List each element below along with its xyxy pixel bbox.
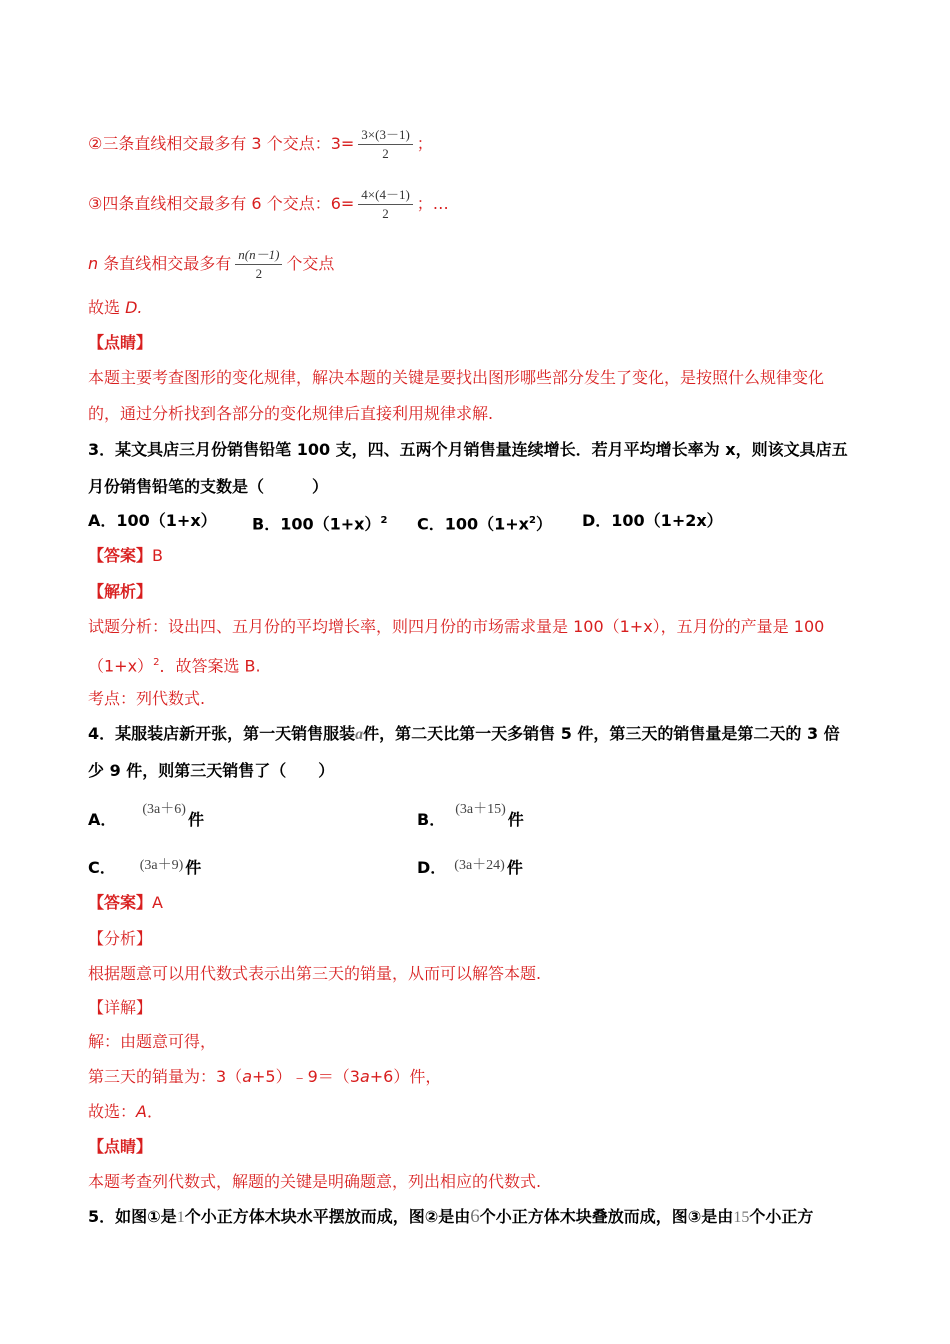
q4-jie: 解：由题意可得， [88, 1032, 217, 1051]
calc-text: +5）﹣9＝（3 [252, 1067, 360, 1086]
variable-a: a [355, 726, 364, 743]
stem-text: 个小正方体木块叠放而成，图③是由 [479, 1207, 734, 1226]
option-expression: (3a＋6) [142, 802, 186, 817]
fraction [235, 247, 282, 282]
intro-text: ②三条直线相交最多有 3 个交点：3= [88, 134, 355, 153]
stem-text: 件，第二天比第一天多销售 5 件，第三天的销售量是第二天的 3 倍 [363, 724, 840, 743]
q3-option-c [417, 511, 552, 534]
option-label: A． [88, 810, 117, 829]
fraction-denominator: 2 [255, 266, 263, 281]
answer-value: B [152, 546, 163, 565]
q3-analysis-line1: 试题分析：设出四、五月份的平均增长率，则四月份的市场需求量是 100（1+x），五月份的产量是 100 [88, 617, 825, 636]
q5-stem-line1 [88, 1207, 813, 1228]
q4-option-d [417, 858, 523, 880]
option-label: B． [417, 810, 446, 829]
q4-stem-line1 [88, 724, 840, 745]
q4-dianjing-text: 本题考查列代数式，解题的关键是明确题意，列出相应的代数式. [88, 1172, 542, 1191]
fraction [358, 127, 413, 162]
answer-label: 【答案】 [88, 546, 153, 565]
option-text: B．100（1+x） [252, 514, 381, 534]
dianjing-text-2: 的，通过分析找到各部分的变化规律后直接利用规律求解. [88, 404, 494, 423]
q4-calc [88, 1067, 441, 1087]
intro-end: ；… [416, 194, 449, 213]
number-6: 6 [470, 1206, 480, 1227]
q3-stem-line2: 月份销售铅笔的支数是（ ） [88, 477, 329, 496]
dianjing-text-1: 本题主要考查图形的变化规律，解决本题的关键是要找出图形哪些部分发生了变化，是按照什么规律变化 [88, 368, 825, 387]
intro-line-three-lines [88, 127, 433, 162]
number-15: 15 [733, 1209, 750, 1226]
option-label: C． [88, 858, 116, 877]
option-text: C．100（1+x [417, 514, 530, 534]
intro-text: ③四条直线相交最多有 6 个交点：6= [88, 194, 355, 213]
choose-answer: D. [125, 298, 143, 317]
choose-answer: A [136, 1102, 147, 1121]
q4-stem-line2: 少 9 件，则第三天销售了（ ） [88, 761, 335, 780]
variable-n: n [88, 254, 99, 273]
fraction-numerator: n(n－1) [235, 247, 282, 265]
q3-analysis-label: 【解析】 [88, 582, 153, 601]
calc-text: 第三天的销量为：3（ [88, 1067, 243, 1086]
option-expression: (3a＋9) [139, 858, 184, 873]
stem-text: 个小正方体木块水平摆放而成，图②是由 [184, 1207, 471, 1226]
q3-answer [88, 546, 163, 566]
q4-option-a [88, 802, 204, 832]
option-unit: 件 [507, 810, 524, 829]
q3-option-a: A．100（1+x） [88, 511, 217, 530]
choose-end: ． [146, 1102, 163, 1121]
option-expression: (3a＋24) [454, 858, 505, 873]
analysis-text: ．故答案选 B. [159, 656, 261, 676]
stem-text: 5．如图①是 [88, 1207, 177, 1226]
option-expression: (3a＋15) [455, 802, 506, 817]
q3-option-b [252, 511, 387, 534]
q4-xiangjie-label: 【详解】 [88, 998, 153, 1017]
superscript: 2 [153, 657, 160, 668]
variable-a: a [359, 1067, 370, 1086]
intro-text: 条直线相交最多有 [98, 254, 232, 273]
q4-option-c [88, 858, 201, 880]
choose-prefix: 故选 [88, 298, 126, 317]
stem-text: 个小正方 [749, 1207, 814, 1226]
option-unit: 件 [187, 810, 204, 829]
intro-choose [88, 298, 143, 318]
variable-a: a [242, 1067, 252, 1086]
number-1: 1 [176, 1209, 185, 1226]
option-unit: 件 [185, 858, 202, 877]
q3-analysis-line2 [88, 653, 261, 676]
q4-dianjing-label: 【点睛】 [88, 1137, 153, 1156]
choose-prefix: 故选： [88, 1102, 137, 1121]
option-label: D． [417, 858, 447, 877]
q4-choose [88, 1102, 163, 1122]
dianjing-label-1: 【点睛】 [88, 333, 153, 352]
q4-option-b [417, 802, 524, 832]
option-end: ） [535, 514, 552, 534]
intro-line-four-lines [88, 187, 449, 222]
stem-text: 4．某服装店新开张，第一天销售服装 [88, 724, 356, 743]
superscript: 2 [529, 515, 536, 526]
intro-end: 个交点 [286, 254, 335, 273]
intro-end: ； [416, 134, 433, 153]
fraction-numerator: 4×(4－1) [358, 187, 413, 205]
q3-stem-line1: 3．某文具店三月份销售铅笔 100 支，四、五两个月销售量连续增长．若月平均增长率为 x，则该文具店五 [88, 440, 848, 459]
fraction-denominator: 2 [382, 206, 389, 221]
q4-answer [88, 893, 163, 913]
q3-kaodian: 考点：列代数式. [88, 689, 206, 708]
q4-fenxi-text: 根据题意可以用代数式表示出第三天的销量，从而可以解答本题. [88, 964, 542, 983]
superscript: 2 [380, 515, 388, 526]
fraction [358, 187, 413, 222]
option-unit: 件 [506, 858, 523, 877]
q3-option-d: D．100（1+2x） [582, 511, 723, 530]
analysis-text: （1+x） [88, 656, 154, 676]
answer-value: A [152, 893, 163, 912]
fraction-denominator: 2 [382, 146, 389, 161]
fraction-numerator: 3×(3－1) [358, 127, 413, 145]
calc-text: +6）件， [369, 1067, 442, 1086]
q4-fenxi-label: 【分析】 [88, 929, 153, 948]
answer-label: 【答案】 [88, 893, 153, 912]
intro-line-n-lines [88, 247, 334, 282]
